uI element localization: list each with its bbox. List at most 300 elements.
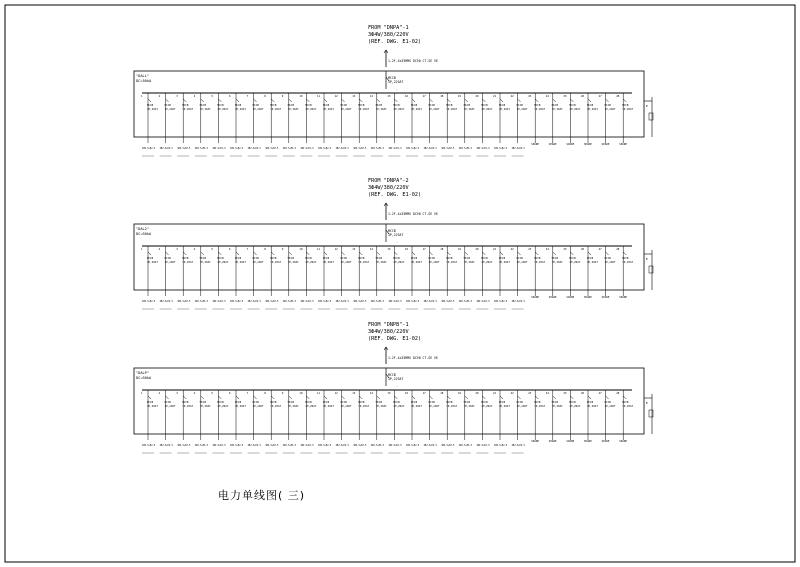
feeder-breaker-type: MCCB (551, 401, 559, 404)
feeder-breaker-icon (271, 252, 274, 255)
source-label: FROM "DNPB"-1 (368, 322, 409, 328)
feeder-breaker-type: MCCB (358, 104, 365, 107)
feeder-cable-label: 3#2.5+E2.5 (265, 444, 279, 447)
feeder-breaker-type: MCCB (463, 104, 471, 107)
feeder-breaker-rating: 3P,20AT (164, 405, 176, 408)
feeder-cable-label: 3#2.5+E2.5 (142, 300, 156, 303)
feeder-breaker-rating: 3P,20AT (252, 405, 264, 408)
feeder-cable-label: 3#2.5+E2.5 (511, 147, 525, 150)
feeder-breaker-type: MCCB (270, 257, 277, 260)
feeder-cable-label: 3#2.5+E2.5 (159, 300, 173, 303)
source-label: (REF. DWG. E1-02) (368, 336, 422, 342)
feeder-number: 25 (563, 248, 567, 251)
feeder-cable-label: 3#2.5+E2.5 (318, 147, 332, 150)
feeder-breaker-icon (166, 252, 169, 255)
feeder-number: 4 (193, 248, 196, 251)
feeder-number: 8 (264, 392, 266, 395)
feeder-breaker-icon (465, 99, 468, 102)
feeder-breaker-rating: 3P,20AT (375, 261, 387, 264)
feeder-breaker-rating: 3P,20AT (481, 108, 493, 111)
feeder-cable-label: 3#2.5+E2.5 (265, 300, 279, 303)
spare-label: SPARE (548, 440, 557, 443)
bus-mark: - (396, 240, 398, 244)
feeder-number: 21 (493, 95, 497, 98)
feeder-breaker-icon (588, 99, 591, 102)
feeder-breaker-type: MCCB (463, 257, 471, 260)
feeder-breaker-rating: 3P,20AT (323, 405, 334, 408)
feeder-cable-label: 3#2.5+E2.5 (476, 300, 490, 303)
feeder-breaker-icon (324, 99, 327, 102)
feeder-breaker-type: MCCB (622, 104, 629, 107)
feeder-breaker-type: MCCB (499, 104, 506, 107)
feeder-number: 3 (176, 95, 178, 98)
feeder-breaker-icon (606, 396, 609, 399)
feeder-breaker-type: MCCB (323, 401, 330, 404)
feeder-breaker-rating: 3P,20AT (393, 405, 405, 408)
drawing-border (5, 5, 795, 562)
feeder-cable-label: 3#2.5+E2.5 (388, 300, 402, 303)
feeder-number: 20 (475, 248, 479, 251)
feeder-breaker-type: MCCB (182, 401, 189, 404)
feeder-cable-label: 3#2.5+E2.5 (353, 444, 367, 447)
feeder-number: 7 (246, 95, 249, 98)
feeder-breaker-type: MCCB (252, 257, 259, 260)
feeder-breaker-icon (412, 252, 415, 255)
feeder-number: 7 (246, 392, 249, 395)
feeder-breaker-icon (570, 99, 573, 102)
feeder-breaker-rating: 3P,20AT (446, 108, 458, 111)
feeder-breaker-type: MCCB (199, 257, 207, 260)
feeder-number: 22 (510, 392, 514, 395)
feeder-breaker-rating: 3P,20AT (287, 405, 299, 408)
feeder-breaker-rating: 3P,20AT (182, 405, 194, 408)
feeder-breaker-type: MCCB (270, 104, 277, 107)
feeder-cable-label: 3#2.5+E2.5 (494, 444, 508, 447)
panel-name-label: DC=50kA (136, 376, 152, 380)
feeder-breaker-icon (465, 252, 468, 255)
feeder-number: 26 (581, 95, 585, 98)
feeder-breaker-icon (535, 396, 538, 399)
bus-mark: - (396, 384, 398, 388)
feeder-number: 3 (176, 392, 178, 395)
feeder-breaker-type: MCCB (463, 401, 471, 404)
earth-label: E (646, 104, 648, 108)
feeder-breaker-type: MCCB (252, 104, 259, 107)
feeder-number: 15 (387, 248, 391, 251)
feeder-cable-label: 3#2.5+E2.5 (177, 300, 191, 303)
feeder-number: 16 (405, 248, 409, 251)
feeder-breaker-icon (342, 252, 345, 255)
main-breaker-rating: 3P,225AT (388, 80, 404, 84)
feeder-breaker-type: MCCB (393, 257, 400, 260)
feeder-number: 23 (528, 392, 532, 395)
feeder-breaker-rating: 3P,20AT (182, 261, 194, 264)
source-label: (REF. DWG. E1-02) (368, 192, 422, 198)
feeder-breaker-icon (535, 252, 538, 255)
feeder-breaker-rating: 3P,20AT (323, 108, 334, 111)
feeder-number: 27 (598, 248, 602, 251)
feeder-breaker-icon (201, 252, 204, 255)
feeder-breaker-type: MCCB (217, 104, 224, 107)
feeder-breaker-rating: 3P,20AT (516, 405, 528, 408)
feeder-number: 1 (141, 95, 143, 98)
feeder-cable-label: 3#2.5+E2.5 (335, 444, 349, 447)
feeder-breaker-rating: 3P,20AT (340, 108, 352, 111)
feeder-breaker-rating: 3P,20AT (358, 108, 370, 111)
feeder-number: 2 (158, 248, 161, 251)
feeder-number: 23 (528, 248, 532, 251)
feeder-breaker-type: MCCB (481, 401, 488, 404)
feeder-breaker-type: MCCB (393, 104, 400, 107)
feeder-cable-label: 3#2.5+E2.5 (142, 147, 156, 150)
feeder-number: 5 (211, 248, 213, 251)
feeder-breaker-type: MCCB (411, 401, 418, 404)
feeder-cable-label: 3#2.5+E2.5 (230, 147, 244, 150)
feeder-breaker-icon (183, 99, 186, 102)
feeder-breaker-rating: 3P,20AT (551, 405, 563, 408)
feeder-breaker-type: MCCB (235, 104, 242, 107)
feeder-breaker-icon (254, 396, 257, 399)
feeder-breaker-icon (218, 396, 221, 399)
source-label: (REF. DWG. E1-02) (368, 39, 422, 45)
feeder-breaker-rating: 3P,20AT (323, 261, 334, 264)
feeder-breaker-rating: 3P,20AT (305, 261, 317, 264)
feeder-breaker-type: MCCB (287, 257, 295, 260)
feeder-breaker-type: MCCB (147, 104, 154, 107)
feeder-number: 18 (440, 95, 444, 98)
feeder-number: 17 (422, 95, 426, 98)
feeder-number: 10 (299, 392, 303, 395)
feeder-number: 28 (616, 248, 620, 251)
feeder-number: 24 (545, 248, 549, 251)
feeder-breaker-rating: 3P,20AT (252, 261, 264, 264)
feeder-breaker-rating: 3P,20AT (217, 108, 229, 111)
feeder-cable-label: 3#2.5+E2.5 (194, 147, 208, 150)
main-breaker-rating: 3P,225AT (388, 377, 404, 381)
feeder-number: 1 (141, 392, 143, 395)
feeder-breaker-type: MCCB (305, 257, 312, 260)
feeder-number: 14 (369, 392, 373, 395)
spare-label: SPARE (566, 296, 575, 299)
feeder-number: 9 (281, 392, 284, 395)
feeder-breaker-icon (271, 396, 274, 399)
feeder-cable-label: 3#2.5+E2.5 (441, 444, 455, 447)
spare-label: SPARE (619, 440, 628, 443)
spare-label: SPARE (566, 143, 575, 146)
feeder-breaker-rating: 3P,20AT (305, 108, 317, 111)
feeder-number: 2 (158, 392, 161, 395)
feeder-breaker-rating: 3P,20AT (411, 108, 422, 111)
bus-mark: - (396, 87, 398, 91)
feeder-number: 28 (616, 95, 620, 98)
feeder-breaker-rating: 3P,20AT (375, 405, 387, 408)
feeder-number: 24 (545, 392, 549, 395)
feeder-cable-label: 3#2.5+E2.5 (476, 147, 490, 150)
feeder-breaker-icon (588, 396, 591, 399)
spare-label: SPARE (531, 143, 540, 146)
feeder-number: 15 (387, 392, 391, 395)
feeder-breaker-type: MCCB (481, 104, 488, 107)
feeder-cable-label: 3#2.5+E2.5 (212, 444, 226, 447)
feeder-number: 21 (493, 248, 497, 251)
feeder-breaker-type: MCCB (569, 401, 576, 404)
feeder-breaker-icon (289, 252, 292, 255)
feeder-breaker-rating: 3P,20AT (235, 108, 246, 111)
feeder-breaker-rating: 3P,20AT (217, 261, 229, 264)
feeder-breaker-rating: 3P,20AT (499, 108, 510, 111)
feeder-breaker-rating: 3P,20AT (358, 261, 370, 264)
feeder-number: 16 (405, 95, 409, 98)
feeder-number: 25 (563, 95, 567, 98)
feeder-breaker-rating: 3P,20AT (270, 405, 282, 408)
feeder-cable-label: 3#2.5+E2.5 (353, 147, 367, 150)
feeder-breaker-icon (500, 396, 503, 399)
feeder-breaker-rating: 3P,20AT (428, 108, 440, 111)
feeder-breaker-type: MCCB (182, 104, 189, 107)
main-breaker-type: MCCB (388, 229, 396, 233)
feeder-breaker-type: MCCB (446, 104, 453, 107)
feeder-breaker-rating: 3P,20AT (622, 108, 634, 111)
feeder-number: 28 (616, 392, 620, 395)
feeder-breaker-icon (324, 396, 327, 399)
feeder-breaker-type: MCCB (587, 401, 594, 404)
feeder-breaker-rating: 3P,20AT (534, 261, 546, 264)
feeder-cable-label: 3#2.5+E2.5 (423, 147, 437, 150)
feeder-breaker-rating: 3P,20AT (305, 405, 317, 408)
feeder-number: 26 (581, 248, 585, 251)
feeder-number: 9 (281, 248, 284, 251)
feeder-breaker-type: MCCB (499, 401, 506, 404)
source-label: FROM "DNPA"-2 (368, 178, 409, 184)
feeder-breaker-icon (218, 252, 221, 255)
feeder-number: 24 (545, 95, 549, 98)
feeder-breaker-icon (201, 99, 204, 102)
feeder-breaker-rating: 3P,20AT (604, 261, 616, 264)
feeder-breaker-rating: 3P,20AT (287, 261, 299, 264)
spare-label: SPARE (584, 143, 592, 146)
feeder-number: 5 (211, 95, 213, 98)
feeder-breaker-icon (430, 99, 433, 102)
feeder-breaker-type: MCCB (622, 401, 629, 404)
feeder-breaker-rating: 3P,20AT (340, 405, 352, 408)
feeder-cable-label: 3#2.5+E2.5 (300, 444, 314, 447)
feeder-cable-label: 3#2.5+E2.5 (247, 300, 261, 303)
spare-label: SPARE (584, 440, 592, 443)
feeder-cable-label: 3#2.5+E2.5 (441, 147, 455, 150)
feeder-number: 12 (334, 392, 338, 395)
feeder-cable-label: 3#2.5+E2.5 (406, 300, 420, 303)
feeder-breaker-rating: 3P,20AT (534, 108, 546, 111)
feeder-breaker-icon (359, 99, 362, 102)
feeder-breaker-icon (342, 99, 345, 102)
earth-terminal-icon (649, 266, 653, 273)
feeder-breaker-rating: 3P,20AT (604, 405, 616, 408)
feeder-cable-label: 3#2.5+E2.5 (353, 300, 367, 303)
feeder-breaker-icon (447, 396, 450, 399)
feeder-number: 15 (387, 95, 391, 98)
feeder-breaker-type: MCCB (516, 257, 523, 260)
feeder-number: 13 (352, 95, 356, 98)
feeder-cable-label: 3#2.5+E2.5 (282, 444, 296, 447)
feeder-breaker-rating: 3P,20AT (217, 405, 229, 408)
feeder-breaker-icon (289, 396, 292, 399)
feeder-number: 27 (598, 392, 602, 395)
feeder-breaker-icon (218, 99, 221, 102)
feeder-breaker-icon (306, 99, 309, 102)
feeder-number: 17 (422, 248, 426, 251)
spare-label: SPARE (601, 440, 610, 443)
feeder-breaker-icon (500, 99, 503, 102)
feeder-breaker-icon (500, 252, 503, 255)
panel (134, 322, 653, 453)
feeder-breaker-type: MCCB (604, 257, 611, 260)
earth-label: E (646, 401, 648, 405)
feeder-breaker-rating: 3P,20AT (587, 405, 598, 408)
feeder-breaker-rating: 3P,20AT (463, 108, 475, 111)
feeder-breaker-type: MCCB (411, 104, 418, 107)
feeder-cable-label: 3#2.5+E2.5 (212, 147, 226, 150)
incoming-cable-label: 1.2F-4x35MMS DC50 CT.SE VE (388, 212, 438, 216)
feeder-breaker-rating: 3P,20AT (551, 108, 563, 111)
feeder-breaker-icon (254, 252, 257, 255)
feeder-breaker-rating: 3P,20AT (164, 108, 176, 111)
feeder-breaker-icon (588, 252, 591, 255)
panel-name-label: DC=50kA (136, 79, 152, 83)
feeder-breaker-icon (377, 252, 380, 255)
feeder-breaker-icon (394, 252, 397, 255)
feeder-cable-label: 3#2.5+E2.5 (511, 444, 525, 447)
feeder-cable-label: 3#2.5+E2.5 (335, 300, 349, 303)
feeder-breaker-type: MCCB (516, 104, 523, 107)
feeder-breaker-rating: 3P,20AT (551, 261, 563, 264)
feeder-breaker-type: MCCB (358, 257, 365, 260)
feeder-breaker-icon (570, 396, 573, 399)
spare-label: SPARE (531, 440, 540, 443)
feeder-breaker-type: MCCB (534, 104, 541, 107)
earth-label: E (646, 257, 648, 261)
feeder-number: 13 (352, 392, 356, 395)
feeder-number: 19 (457, 248, 461, 251)
feeder-breaker-rating: 3P,20AT (182, 108, 194, 111)
feeder-breaker-icon (482, 396, 485, 399)
feeder-number: 18 (440, 392, 444, 395)
feeder-number: 12 (334, 95, 338, 98)
feeder-breaker-rating: 3P,20AT (587, 108, 598, 111)
spare-label: SPARE (548, 143, 557, 146)
feeder-breaker-type: MCCB (270, 401, 277, 404)
feeder-breaker-rating: 3P,20AT (411, 261, 422, 264)
feeder-breaker-rating: 3P,20AT (481, 261, 493, 264)
feeder-breaker-rating: 3P,20AT (340, 261, 352, 264)
main-breaker-type: MCCB (388, 373, 396, 377)
feeder-number: 6 (229, 392, 231, 395)
feeder-cable-label: 3#2.5+E2.5 (300, 300, 314, 303)
feeder-breaker-type: MCCB (358, 401, 365, 404)
feeder-cable-label: 3#2.5+E2.5 (441, 300, 455, 303)
feeder-cable-label: 3#2.5+E2.5 (282, 300, 296, 303)
feeder-breaker-icon (412, 99, 415, 102)
feeder-breaker-rating: 3P,20AT (270, 261, 282, 264)
feeder-breaker-type: MCCB (199, 401, 207, 404)
feeder-breaker-rating: 3P,20AT (463, 261, 475, 264)
feeder-number: 11 (317, 248, 321, 251)
feeder-breaker-rating: 3P,20AT (375, 108, 387, 111)
source-label: 3Ф4W/380/220V (368, 329, 409, 335)
feeder-breaker-type: MCCB (587, 257, 594, 260)
panel (134, 178, 653, 309)
feeder-breaker-rating: 3P,20AT (199, 261, 211, 264)
feeder-breaker-type: MCCB (235, 257, 242, 260)
feeder-number: 10 (299, 95, 303, 98)
feeder-number: 17 (422, 392, 426, 395)
feeder-breaker-rating: 3P,20AT (516, 108, 528, 111)
feeder-number: 22 (510, 95, 514, 98)
feeder-cable-label: 3#2.5+E2.5 (177, 147, 191, 150)
feeder-breaker-rating: 3P,20AT (499, 261, 510, 264)
feeder-breaker-icon (553, 99, 556, 102)
feeder-breaker-rating: 3P,20AT (287, 108, 299, 111)
feeder-cable-label: 3#2.5+E2.5 (230, 300, 244, 303)
feeder-number: 11 (317, 95, 321, 98)
spare-label: SPARE (601, 296, 610, 299)
feeder-breaker-type: MCCB (323, 257, 330, 260)
feeder-breaker-rating: 3P,20AT (199, 405, 211, 408)
feeder-breaker-type: MCCB (551, 104, 559, 107)
feeder-breaker-icon (166, 396, 169, 399)
feeder-cable-label: 3#2.5+E2.5 (494, 300, 508, 303)
feeder-breaker-icon (324, 252, 327, 255)
feeder-number: 8 (264, 95, 266, 98)
feeder-breaker-rating: 3P,20AT (393, 261, 405, 264)
feeder-cable-label: 3#2.5+E2.5 (194, 444, 208, 447)
feeder-breaker-type: MCCB (411, 257, 418, 260)
feeder-breaker-rating: 3P,20AT (235, 405, 246, 408)
feeder-breaker-type: MCCB (323, 104, 330, 107)
feeder-breaker-rating: 3P,20AT (147, 405, 158, 408)
feeder-breaker-icon (447, 99, 450, 102)
feeder-number: 23 (528, 95, 532, 98)
feeder-cable-label: 3#2.5+E2.5 (247, 444, 261, 447)
feeder-breaker-icon (394, 396, 397, 399)
feeder-number: 5 (211, 392, 213, 395)
feeder-cable-label: 3#2.5+E2.5 (476, 444, 490, 447)
feeder-breaker-type: MCCB (252, 401, 259, 404)
panel-name-label: "DALP" (136, 371, 149, 375)
feeder-breaker-icon (465, 396, 468, 399)
feeder-number: 26 (581, 392, 585, 395)
feeder-cable-label: 3#2.5+E2.5 (282, 147, 296, 150)
feeder-number: 9 (281, 95, 284, 98)
feeder-number: 20 (475, 95, 479, 98)
spare-label: SPARE (566, 440, 575, 443)
feeder-number: 2 (158, 95, 161, 98)
feeder-breaker-type: MCCB (217, 401, 224, 404)
feeder-breaker-rating: 3P,20AT (428, 261, 440, 264)
feeder-cable-label: 3#2.5+E2.5 (318, 300, 332, 303)
feeder-cable-label: 3#2.5+E2.5 (511, 300, 525, 303)
feeder-breaker-icon (306, 252, 309, 255)
feeder-breaker-type: MCCB (340, 401, 347, 404)
feeder-cable-label: 3#2.5+E2.5 (458, 147, 472, 150)
spare-label: SPARE (601, 143, 610, 146)
feeder-cable-label: 3#2.5+E2.5 (159, 147, 173, 150)
feeder-cable-label: 3#2.5+E2.5 (423, 300, 437, 303)
incoming-cable-label: 1.2F-4x35MMS DC50 CT.SE VE (388, 59, 438, 63)
feeder-cable-label: 3#2.5+E2.5 (388, 444, 402, 447)
feeder-cable-label: 3#2.5+E2.5 (212, 300, 226, 303)
feeder-breaker-type: MCCB (235, 401, 242, 404)
feeder-number: 22 (510, 248, 514, 251)
